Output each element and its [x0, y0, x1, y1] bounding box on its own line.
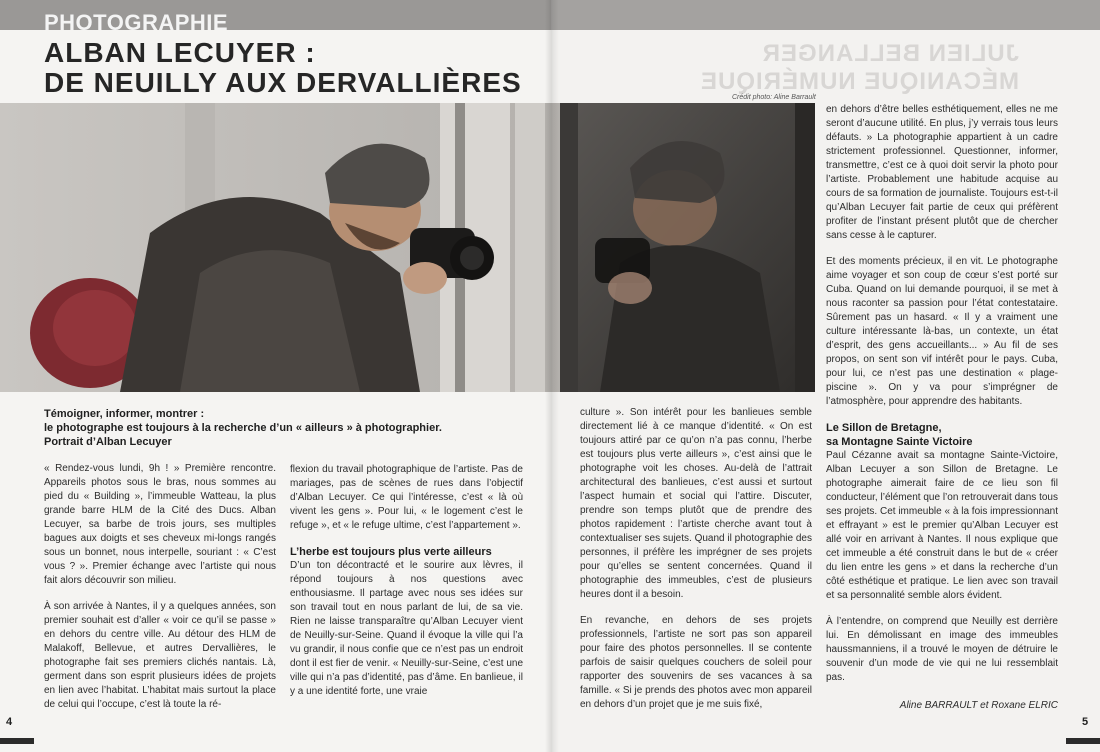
page-number-right: 5 [1082, 716, 1089, 728]
paragraph: « Rendez-vous lundi, 9h ! » Première rencontre. Appareils photos sous le bras, nous sommes au pied du « Building », l’immeuble Watteau, la plus grande barre HLM de la Cité des Ducs. Alban Lecuyer, sa barbe de trois jours, ses multiples bagues aux doigts et ses cheveux mi-longs rangés sous un bonnet, nous interpelle, souriant : « C’est vous ? ». Premier échange avec l’artiste qui nous fait alors découvrir son milieu. [44, 463, 276, 586]
lead-line-1: Témoigner, informer, montrer : [44, 408, 205, 420]
article-lead [44, 407, 494, 449]
photographer-image [0, 103, 815, 392]
show-through-line-2: MÉCANIQUE NUMÉRIQUE [700, 68, 1020, 95]
text-column-5 [826, 421, 1058, 685]
paragraph: D’un ton décontracté et le sourire aux lèvres, il répond toujours à nos questions avec enthousiasme. Il partage avec nous ses idées sur son travail tout en nous parlant de lui, de sa vie. Rien ne laisse transparaître qu’Alban Lecuyer vient de Neuilly-sur-Seine. Quand il évoque la ville qui l’a vu grandir, il nous confie que ce n’est pas un endroit dont il est fier de venir. « Neuilly-sur-Seine, c’est une ville qui n’a pas d’identité, pas d’âme. En banlieue, il y a une identité forte, une vraie [290, 560, 523, 697]
lead-line-3: Portrait d’Alban Lecuyer [44, 436, 172, 448]
paragraph: À l’entendre, on comprend que Neuilly est derrière lui. En démolissant en image des immeubles haussmanniens, il a trouvé le moyen de détruire le souvenir d’un mode de vie qui ne lui ressemblait pas. [826, 616, 1058, 683]
article-title [44, 38, 522, 98]
text-column-4 [826, 103, 1058, 409]
text-column-3 [580, 406, 812, 712]
paragraph: À son arrivée à Nantes, il y a quelques années, son premier souhait est d’aller « voir ce qu’il se passe » en dehors du centre ville. Au détour des HLM de Malakoff, Bellevue, et autres Dervallières, le photographe fait ses premiers clichés nantais. Là, germent dans son esprit plusieurs idées de projets en lien avec l’habitat. L’habitat mais surtout la place de celui qui l’occupe, c’est là toute la ré- [44, 601, 276, 710]
top-band-right [551, 0, 1100, 30]
lead-line-2: le photographe est toujours à la recherche d’un « ailleurs » à photographier. [44, 422, 442, 434]
title-line-2: DE NEUILLY AUX DERVALLIÈRES [44, 67, 522, 98]
paragraph: en dehors d’être belles esthétiquement, elles ne me seront d’aucune utilité. En plus, j’y verrais tous leurs défauts. » La photographie appartient à un cadre strictement professionnel. Questionner, informer, transmettre, c’est ce à quoi doit servir la photo pour l’artiste. Probablement une habitude acquise au cours de sa formation de journaliste. Toujours est-t-il qu’Alban Lecuyer fait partie de ceux qui préfèrent profiter de l’instant présent plutôt que de chercher sans cesse à le capturer. [826, 104, 1058, 241]
hero-photo [0, 103, 815, 392]
footer-bar-left [0, 738, 34, 744]
page-number-left: 4 [6, 716, 13, 728]
title-line-1: ALBAN LECUYER : [44, 37, 316, 68]
paragraph: Et des moments précieux, il en vit. Le photographe aime voyager et son coup de cœur s’est porté sur Cuba. Quand on lui demande pourquoi, il se met à nous raconter sa passion pour l’état contestataire. Sûrement pas un hasard. « Il y a vraiment une culture intéressante là-bas, un contexte, un état d’esprit, des gens accueillants... » Au fil de ses propos, on sent son vif intérêt pour le pays. Cuba, pour lui, ce n’est pas une destination « plage-piscine ». On y va pour s’imprégner de l’atmosphère, pour apprendre des habitants. [826, 256, 1058, 407]
author-signature: Aline BARRAULT et Roxane ELRIC [899, 700, 1058, 711]
show-through-line-1: JULIEN BELLANGER [761, 40, 1020, 67]
section-heading: Le Sillon de Bretagne, [826, 422, 942, 434]
paragraph: Paul Cézanne avait sa montagne Sainte-Victoire, Alban Lecuyer a son Sillon de Bretagne. Le photographe aimerait faire de ce lieu son fil conducteur, l’élément que l’on retrouverait dans tous ses projets. Cet immeuble « à la fois impressionnant et effrayant » est le premier qu’Alban Lecuyer est allé voir en arrivant à Nantes. Il nous explique que cet immeuble a été construit dans le but de « créer du lien entre les gens » et dans la recherche d’un côté esthétique et pratique. Le lien avec son travail et sa personnalité semble alors évident. [826, 450, 1058, 601]
paragraph: flexion du travail photographique de l’artiste. Pas de mariages, pas de scènes de rues dans l’objectif d’Alban Lecuyer. Ce qui l’intéresse, c’est « là où vivent les gens ». Pour lui, « le logement c’est le refuge », et « le refuge ultime, c’est l’appartement ». [290, 464, 523, 531]
text-column-1 [44, 462, 276, 712]
footer-bar-right [1066, 738, 1100, 744]
section-heading: L’herbe est toujours plus verte ailleurs [290, 546, 492, 558]
paragraph: culture ». Son intérêt pour les banlieues semble directement lié à ce manque d’identité. « On est toujours attiré par ce qu’on n’a pas connu, l’herbe est toujours plus verte ailleurs », c’est ainsi que le photographe voit les choses. Au-delà de l’attrait architectural des banlieues, c’est aussi et surtout l’aspect humain et social qui l’attire. Discuter, prendre son temps plutôt que de prendre des photos rapidement : l’artiste cherche avant tout à contextualiser ses sujets. Quand il photographie des personnes, il préfère les imprégner de ses projets pour qu’elles se sentent concernées. Quand il photographie des immeubles, c’est de plusieurs heures dont il a besoin. [580, 407, 812, 600]
page-gutter [545, 0, 559, 752]
section-label: PHOTOGRAPHIE [44, 10, 229, 35]
show-through-title [700, 40, 1019, 96]
section-heading-line-2: sa Montagne Sainte Victoire [826, 436, 973, 448]
text-column-2 [290, 463, 523, 699]
paragraph: En revanche, en dehors de ses projets professionnels, l’artiste ne sort pas son appareil pour faire des photos personnelles. Il se contente parfois de saisir quelques couchers de soleil pour rapporter des souvenirs de ses vacances à sa famille. « Si je prends des photos avec mon appareil en dehors d’un projet que je me suis fixé, [580, 615, 812, 710]
photo-credit: Crédit photo: Aline Barrault [732, 94, 816, 101]
